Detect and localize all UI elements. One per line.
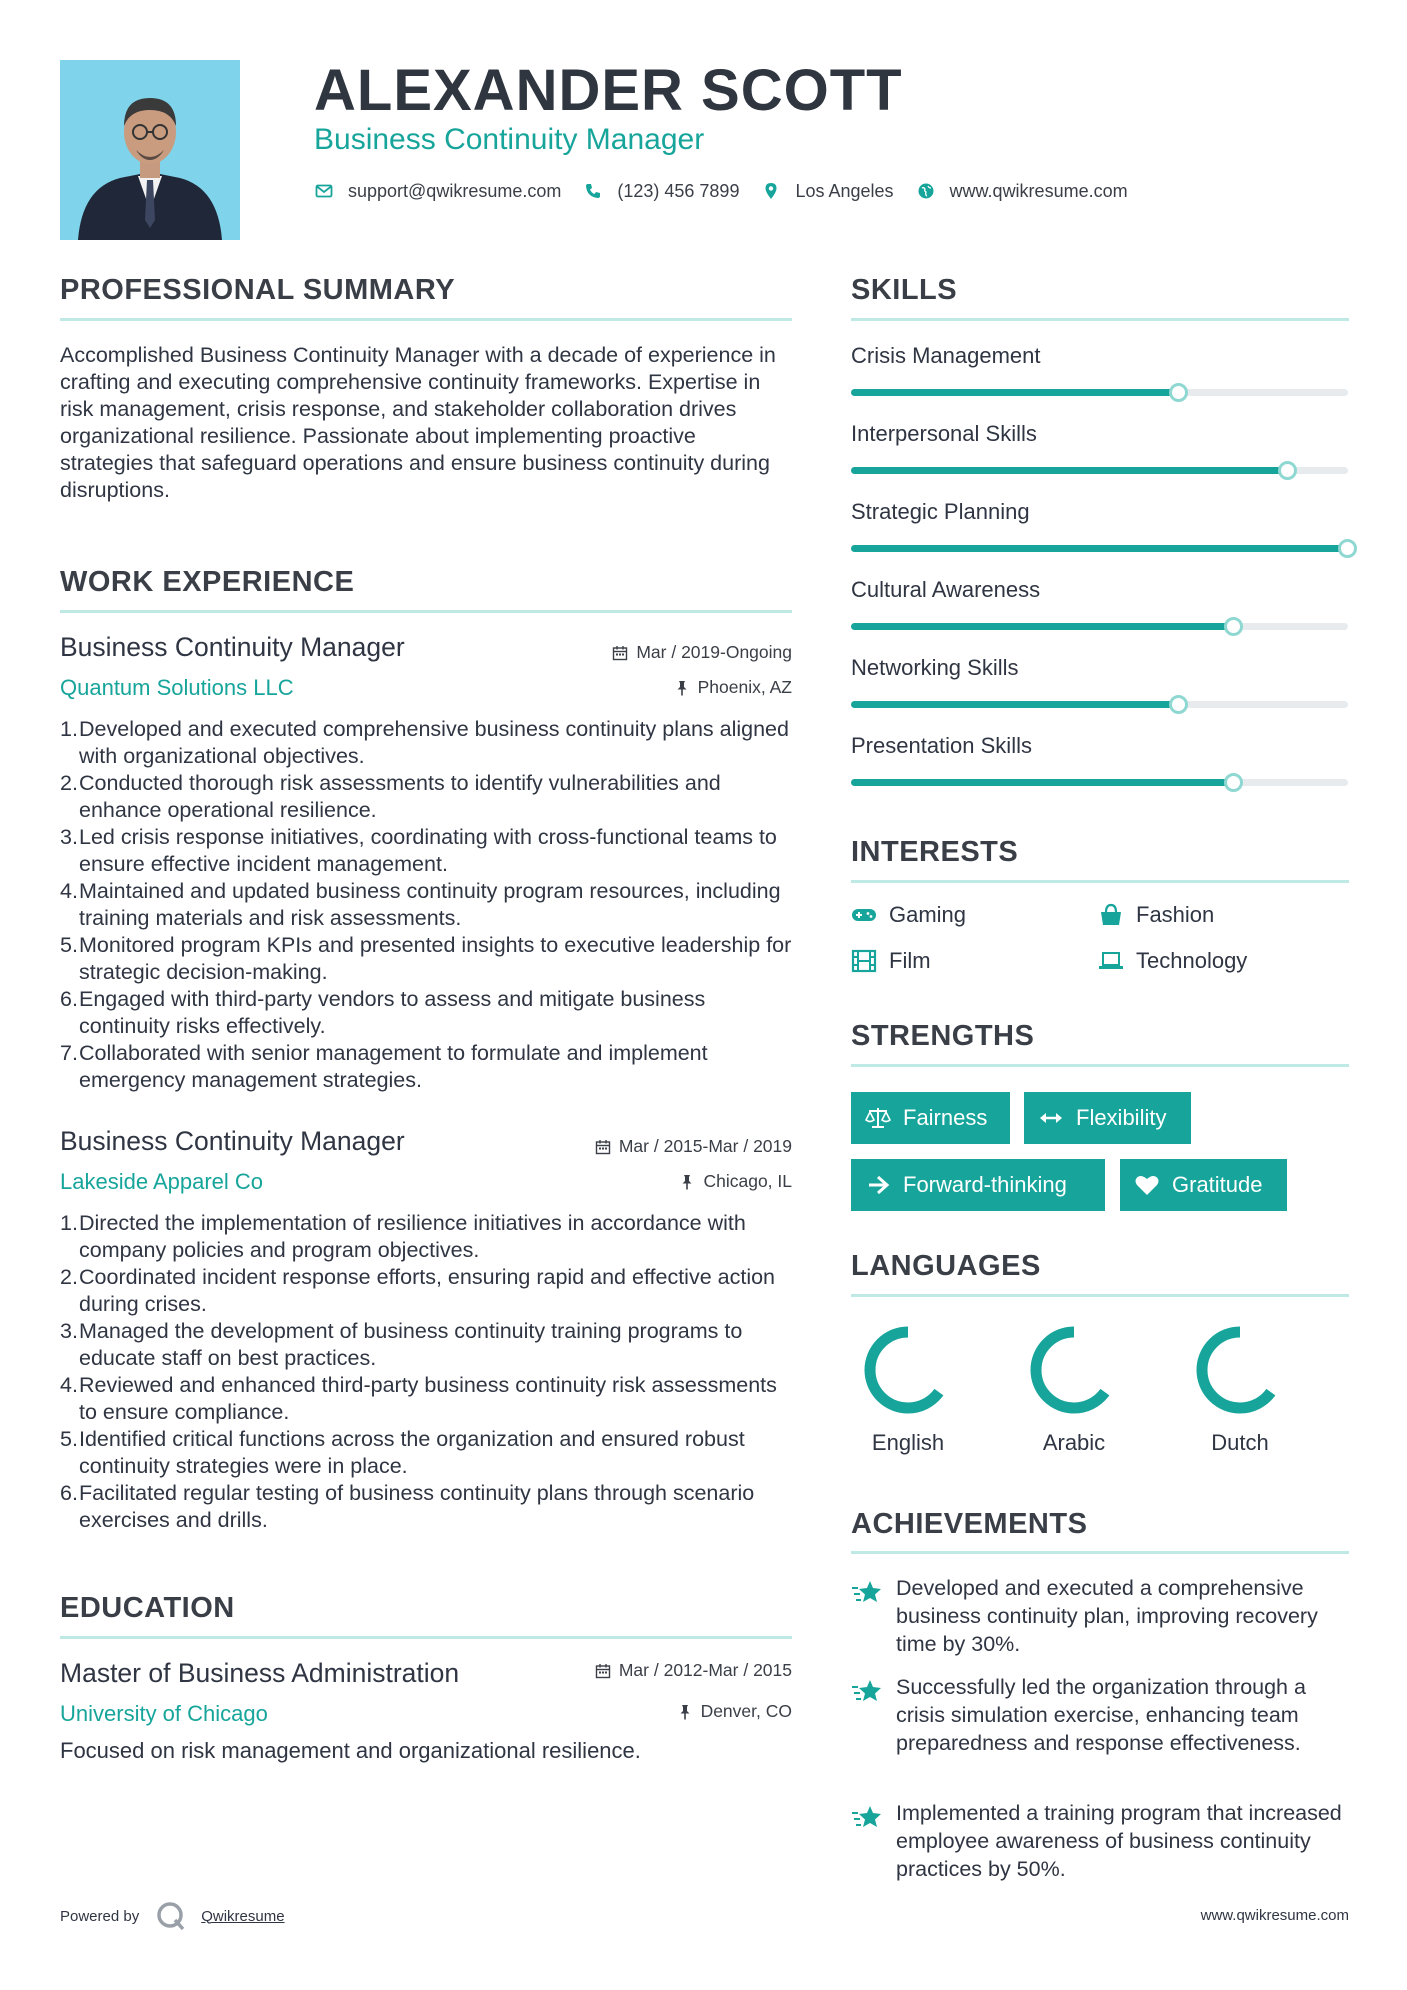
candidate-title: Business Continuity Manager <box>314 123 705 156</box>
pushpin-icon <box>677 1704 693 1720</box>
strength-label: Gratitude <box>1172 1172 1263 1197</box>
skill-bar <box>851 701 1348 708</box>
calendar-icon <box>595 1663 611 1679</box>
phone-text: (123) 456 7899 <box>617 180 740 201</box>
language-ring <box>1190 1320 1290 1420</box>
calendar-icon <box>595 1139 611 1155</box>
website-text: www.qwikresume.com <box>949 180 1128 201</box>
envelope-icon <box>314 181 334 201</box>
strength-badge <box>851 1159 1105 1211</box>
contact-location <box>761 181 893 202</box>
job-location-text: Phoenix, AZ <box>697 677 792 697</box>
skill-bar-fill <box>851 701 1179 708</box>
degree-title: Master of Business Administration <box>60 1658 460 1688</box>
duty-item: Led crisis response initiatives, coordinating with cross-functional teams to ensure effective incident management. <box>79 825 777 876</box>
strength-label: Forward-thinking <box>903 1172 1067 1197</box>
interest-item <box>1098 948 1247 974</box>
contact-phone[interactable] <box>583 181 739 202</box>
strengths-divider <box>851 1064 1349 1067</box>
job-company: Lakeside Apparel Co <box>60 1169 264 1194</box>
skill-label: Networking Skills <box>851 655 1019 680</box>
job-date <box>492 642 792 663</box>
education-date-text: Mar / 2012-Mar / 2015 <box>618 1660 792 1680</box>
summary-heading: PROFESSIONAL SUMMARY <box>60 274 456 306</box>
achievement-text: Implemented a training program that increased employee awareness of business continuity practices by 50%. <box>896 1801 1342 1881</box>
contact-bar <box>314 178 1150 204</box>
duty-item: Coordinated incident response efforts, ensuring rapid and effective action during crises. <box>79 1265 776 1316</box>
language-label: English <box>871 1430 945 1455</box>
skill-bar-knob <box>1338 539 1357 558</box>
skills-heading: SKILLS <box>851 274 958 306</box>
powered-by-text: Powered by <box>60 1907 140 1925</box>
duty-item: Conducted thorough risk assessments to identify vulnerabilities and enhance operational resilience. <box>79 771 721 822</box>
calendar-icon <box>612 645 628 661</box>
achievement-text: Developed and executed a comprehensive business continuity plan, improving recovery time by 30%. <box>896 1576 1318 1656</box>
phone-icon <box>583 181 603 201</box>
star-badge-icon <box>851 1578 883 1606</box>
job-location <box>492 677 792 698</box>
skill-label: Strategic Planning <box>851 499 1030 524</box>
skill-label: Presentation Skills <box>851 733 1032 758</box>
candidate-name: ALEXANDER SCOTT <box>314 58 903 123</box>
heart-icon <box>1134 1173 1160 1197</box>
interest-item <box>851 902 966 928</box>
contact-website[interactable] <box>916 181 1128 202</box>
arrow-right-icon <box>865 1173 891 1197</box>
interest-item <box>851 948 931 974</box>
job-location-text: Chicago, IL <box>703 1171 792 1191</box>
job-company: Quantum Solutions LLC <box>60 675 294 700</box>
balance-scale-icon <box>865 1106 891 1130</box>
skill-bar <box>851 389 1348 396</box>
education-description: Focused on risk management and organizational resilience. <box>60 1738 641 1763</box>
duty-item: Maintained and updated business continuity program resources, including training materials and risk assessments. <box>79 879 781 930</box>
strength-badge <box>851 1092 1010 1144</box>
skill-bar-knob <box>1169 383 1188 402</box>
skill-bar <box>851 545 1348 552</box>
summary-text: Accomplished Business Continuity Manager with a decade of experience in crafting and executing comprehensive continuity frameworks. Expertise in risk management, crisis response, and stakeholder collaboration drives organizational resilience. Passionate about implementing proactive strategies that safeguard operations and ensure business continuity during disruptions. <box>60 343 776 502</box>
skill-bar-knob <box>1224 773 1243 792</box>
qwikresume-logo-icon <box>155 1900 187 1932</box>
strengths-heading: STRENGTHS <box>851 1020 1035 1052</box>
education-location-text: Denver, CO <box>700 1701 792 1721</box>
education-location <box>492 1701 792 1722</box>
interest-label: Fashion <box>1136 902 1215 927</box>
education-heading: EDUCATION <box>60 1592 235 1624</box>
job-duties <box>60 716 795 1094</box>
job-date <box>492 1136 792 1157</box>
skill-bar-fill <box>851 467 1288 474</box>
achievements-heading: ACHIEVEMENTS <box>851 1508 1088 1540</box>
duty-item: Developed and executed comprehensive business continuity plans aligned with organizational objectives. <box>79 717 789 768</box>
map-marker-icon <box>761 181 781 201</box>
languages-divider <box>851 1294 1349 1297</box>
skill-label: Interpersonal Skills <box>851 421 1037 446</box>
experience-heading: WORK EXPERIENCE <box>60 566 355 598</box>
experience-divider <box>60 610 792 613</box>
footer-website[interactable]: www.qwikresume.com <box>1200 1907 1349 1924</box>
profile-photo <box>60 60 240 240</box>
gamepad-icon <box>851 903 877 927</box>
languages-heading: LANGUAGES <box>851 1250 1041 1282</box>
duty-item: Reviewed and enhanced third-party business continuity risk assessments to ensure compliance. <box>79 1373 777 1424</box>
achievement-text: Successfully led the organization through a crisis simulation exercise, enhancing team preparedness and response effectiveness. <box>896 1675 1306 1755</box>
job-date-text: Mar / 2019-Ongoing <box>636 642 792 662</box>
job-title: Business Continuity Manager <box>60 632 405 662</box>
strength-label: Fairness <box>903 1105 988 1130</box>
duty-item: Monitored program KPIs and presented insights to executive leadership for strategic decision-making. <box>79 933 792 984</box>
duty-item: Managed the development of business continuity training programs to educate staff on best practices. <box>79 1319 743 1370</box>
achievements-divider <box>851 1551 1349 1554</box>
star-badge-icon <box>851 1803 883 1831</box>
skill-bar-fill <box>851 389 1179 396</box>
duty-item: Facilitated regular testing of business continuity plans through scenario exercises and drills. <box>79 1481 755 1532</box>
skill-bar <box>851 467 1348 474</box>
shopping-bag-icon <box>1098 903 1124 927</box>
duty-item: Directed the implementation of resilience initiatives in accordance with company policies and program objectives. <box>79 1211 746 1262</box>
laptop-icon <box>1098 949 1124 973</box>
skills-divider <box>851 318 1349 321</box>
skill-bar-fill <box>851 779 1234 786</box>
education-divider <box>60 1636 792 1639</box>
skill-bar-fill <box>851 623 1234 630</box>
arrows-horizontal-icon <box>1038 1106 1064 1130</box>
pushpin-icon <box>679 1174 695 1190</box>
strength-label: Flexibility <box>1076 1105 1167 1130</box>
duty-item: Engaged with third-party vendors to assess and mitigate business continuity risks effectively. <box>79 987 706 1038</box>
job-duties <box>60 1210 795 1534</box>
strength-badge <box>1024 1092 1191 1144</box>
avatar <box>60 60 240 240</box>
skill-bar <box>851 623 1348 630</box>
interest-label: Gaming <box>889 902 967 927</box>
contact-email[interactable] <box>314 181 561 202</box>
skill-label: Cultural Awareness <box>851 577 1041 602</box>
skill-label: Crisis Management <box>851 343 1041 368</box>
skill-bar-knob <box>1169 695 1188 714</box>
job-date-text: Mar / 2015-Mar / 2019 <box>618 1136 792 1156</box>
star-badge-icon <box>851 1677 883 1705</box>
interests-divider <box>851 880 1349 883</box>
strength-badge <box>1120 1159 1287 1211</box>
skill-bar-knob <box>1278 461 1297 480</box>
school-name: University of Chicago <box>60 1701 268 1726</box>
skill-bar-fill <box>851 545 1348 552</box>
skill-bar-knob <box>1224 617 1243 636</box>
summary-divider <box>60 318 792 321</box>
language-label: Arabic <box>1042 1430 1106 1455</box>
pushpin-icon <box>674 680 690 696</box>
language-ring <box>1024 1320 1124 1420</box>
footer-powered-by <box>60 1900 285 1932</box>
film-icon <box>851 949 877 973</box>
language-label: Dutch <box>1211 1430 1269 1455</box>
qwikresume-link[interactable]: Qwikresume <box>201 1907 285 1925</box>
skill-bar <box>851 779 1348 786</box>
interest-item <box>1098 902 1214 928</box>
language-ring <box>858 1320 958 1420</box>
duty-item: Identified critical functions across the organization and ensured robust continuity strategies were in place. <box>79 1427 745 1478</box>
job-title: Business Continuity Manager <box>60 1126 405 1156</box>
interest-label: Film <box>889 948 931 973</box>
interests-heading: INTERESTS <box>851 836 1019 868</box>
duty-item: Collaborated with senior management to formulate and implement emergency management strategies. <box>79 1041 708 1092</box>
interest-label: Technology <box>1136 948 1248 973</box>
job-location <box>492 1171 792 1192</box>
location-text: Los Angeles <box>795 180 894 201</box>
globe-icon <box>916 181 936 201</box>
email-text: support@qwikresume.com <box>348 180 562 201</box>
education-date <box>492 1660 792 1681</box>
